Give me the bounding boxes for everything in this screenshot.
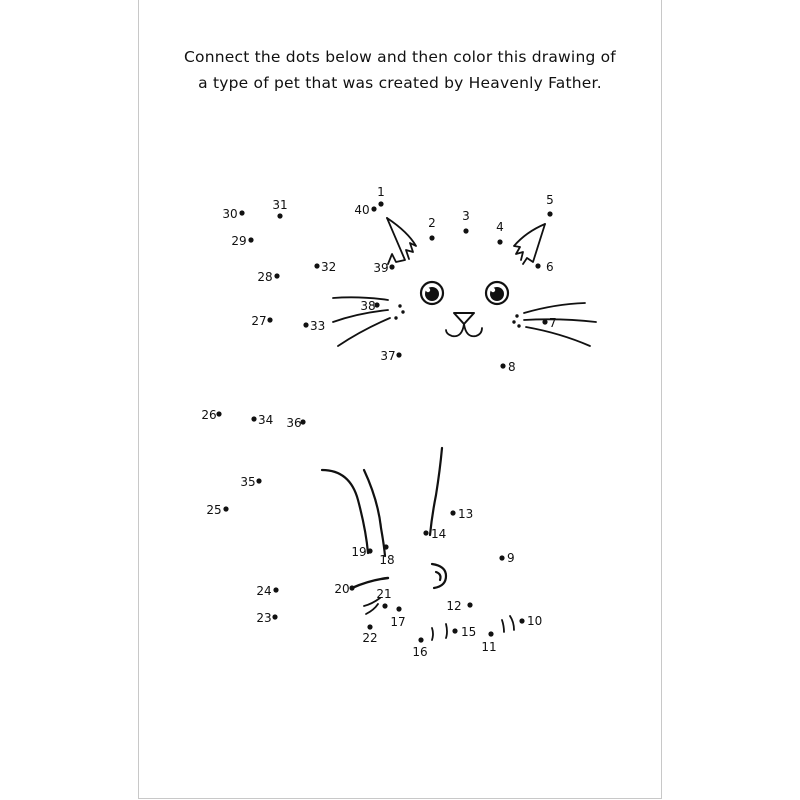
dot-marker: [418, 637, 423, 642]
dot-number-label: 13: [458, 507, 474, 521]
dot-number-label: 7: [549, 316, 557, 330]
dot-marker: [371, 206, 376, 211]
dot-number-label: 30: [222, 207, 238, 221]
dot-marker: [500, 363, 505, 368]
dot-marker: [277, 213, 282, 218]
dot-number-label: 25: [206, 503, 222, 517]
dot-12: [446, 599, 472, 613]
dot-number-label: 31: [272, 198, 288, 212]
dot-7: [542, 316, 556, 330]
dot-marker: [273, 587, 278, 592]
dot-3: [462, 209, 470, 234]
dot-11: [481, 631, 496, 654]
dot-marker: [367, 548, 372, 553]
dot-number-label: 12: [446, 599, 462, 613]
dot-27: [251, 314, 272, 328]
dot-marker: [349, 585, 354, 590]
dot-number-label: 14: [431, 527, 447, 541]
instructions-line-1: Connect the dots below and then color this drawing of: [184, 48, 616, 66]
dot-marker: [251, 416, 256, 421]
dot-marker: [450, 510, 455, 515]
dot-number-label: 23: [256, 611, 272, 625]
body-left-curve: [322, 470, 368, 553]
dot-25: [206, 503, 228, 517]
dot-marker: [256, 478, 261, 483]
dot-number-label: 19: [351, 545, 367, 559]
dot-23: [256, 611, 277, 625]
dot-number-label: 15: [461, 625, 477, 639]
dot-marker: [367, 624, 372, 629]
dot-2: [428, 216, 436, 241]
dot-24: [256, 584, 278, 598]
right-whiskers: [524, 303, 596, 346]
dot-number-label: 27: [251, 314, 267, 328]
dot-13: [450, 507, 473, 521]
dot-number-label: 21: [376, 587, 392, 601]
dot-number-label: 17: [390, 615, 406, 629]
dot-marker: [272, 614, 277, 619]
dot-marker: [223, 506, 228, 511]
dot-number-label: 1: [377, 185, 385, 199]
dot-21: [376, 587, 391, 609]
dot-marker: [396, 352, 401, 357]
dot-number-label: 35: [240, 475, 256, 489]
dot-number-label: 40: [354, 203, 370, 217]
dot-number-label: 28: [257, 270, 273, 284]
dot-26: [201, 408, 221, 422]
right-paw: [432, 564, 446, 588]
dot-marker: [383, 544, 388, 549]
nose: [454, 313, 474, 324]
dot-number-label: 5: [546, 193, 554, 207]
dot-marker: [239, 210, 244, 215]
dot-number-label: 34: [258, 413, 274, 427]
dot-number-label: 32: [321, 260, 337, 274]
dot-marker: [452, 628, 457, 633]
dot-34: [251, 413, 273, 427]
dot-marker: [382, 603, 387, 608]
dot-6: [535, 260, 553, 274]
dot-number-label: 39: [373, 261, 389, 275]
dot-number-label: 6: [546, 260, 554, 274]
dot-marker: [488, 631, 493, 636]
instructions-line-2: a type of pet that was created by Heavenly Father.: [198, 74, 602, 92]
dot-marker: [463, 228, 468, 233]
dot-number-label: 2: [428, 216, 436, 230]
dot-marker: [497, 239, 502, 244]
dot-number-label: 24: [256, 584, 272, 598]
dot-marker: [303, 322, 308, 327]
dot-marker: [499, 555, 504, 560]
dot-marker: [389, 264, 394, 269]
dot-marker: [216, 411, 221, 416]
dot-30: [222, 207, 244, 221]
dot-number-label: 4: [496, 220, 504, 234]
dot-32: [314, 260, 336, 274]
dot-40: [354, 203, 376, 217]
dot-number-label: 10: [527, 614, 543, 628]
dot-31: [272, 198, 287, 219]
dot-number-label: 26: [201, 408, 217, 422]
dot-marker: [314, 263, 319, 268]
mouth: [446, 324, 482, 336]
dot-number-label: 9: [507, 551, 515, 565]
dot-1: [377, 185, 385, 207]
dot-number-label: 3: [462, 209, 470, 223]
dot-marker: [542, 319, 547, 324]
dot-marker: [467, 602, 472, 607]
dot-number-label: 36: [286, 416, 302, 430]
dot-35: [240, 475, 261, 489]
dot-36: [286, 416, 305, 430]
dot-10: [519, 614, 542, 628]
dot-4: [496, 220, 504, 245]
dot-5: [546, 193, 554, 217]
dot-number-label: 8: [508, 360, 516, 374]
dot-8: [500, 360, 515, 374]
dot-marker: [267, 317, 272, 322]
dot-39: [373, 261, 394, 275]
dot-14: [423, 527, 446, 541]
dot-marker: [274, 273, 279, 278]
dot-number-label: 11: [481, 640, 497, 654]
dot-marker: [248, 237, 253, 242]
dot-number-label: 38: [360, 299, 376, 313]
dot-number-label: 20: [334, 582, 350, 596]
dot-marker: [535, 263, 540, 268]
dot-marker: [519, 618, 524, 623]
dot-number-label: 33: [310, 319, 326, 333]
dot-number-label: 37: [380, 349, 396, 363]
dot-number-label: 22: [362, 631, 378, 645]
dot-19: [351, 545, 372, 559]
dot-9: [499, 551, 514, 565]
dot-number-label: 18: [379, 553, 395, 567]
dot-29: [231, 234, 253, 248]
dot-18: [379, 544, 394, 567]
dot-17: [390, 606, 405, 629]
dot-number-label: 16: [412, 645, 428, 659]
dot-20: [334, 582, 354, 596]
dot-marker: [396, 606, 401, 611]
dot-33: [303, 319, 325, 333]
dot-number-label: 29: [231, 234, 247, 248]
dot-28: [257, 270, 279, 284]
dot-22: [362, 624, 377, 645]
dot-marker: [429, 235, 434, 240]
dot-marker: [378, 201, 383, 206]
dot-16: [412, 637, 427, 659]
dot-15: [452, 625, 476, 639]
dot-37: [380, 349, 401, 363]
dot-marker: [423, 530, 428, 535]
body-right-line: [430, 448, 442, 535]
dot-marker: [547, 211, 552, 216]
